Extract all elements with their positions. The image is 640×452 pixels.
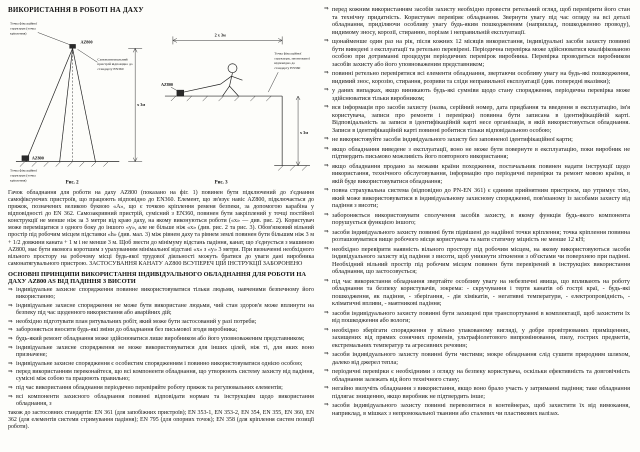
list-item: ⇒ якщо обладнання продано за межами країни походження, постачальник повинен надати інструкції щодо використання, технічного обслуговування, інформацію про періодичні перевірки та ремонт мовою країни, в якій буде використовуватися обладнання; <box>324 163 630 186</box>
fig2-device-note: Самонатягувальний <box>97 57 128 62</box>
list-item: ⇒ індивідуальне захисне спорядження не може використовуватися для інших цілей, ніж ті, для яких воно призначене; <box>8 345 314 359</box>
list-item: ⇒ під час використання обладнання періодично перевіряйте роботу пряжок та регулювальних елементів; <box>8 385 314 392</box>
list-item: ⇒ під час використання обладнання звертайте особливу увагу на небезпечні явища, що впливають на роботу обладнання та безпеку користувачів, зокрема: - скручування і тертя канатів об гострі краї, - будь-які пошкодження, як падіння, - зберігання, - дія хімікатів, - негативні температури, - електропровідність, - кліматичні впливи, - маятникові падіння; <box>324 278 630 308</box>
fig2-bottom-label: структури (точка <box>9 173 36 178</box>
fig2-bottom-label: кріплення) <box>9 178 27 183</box>
list-item: ⇒ перед використанням переконайтеся, що всі компоненти обладнання, що утворюють систему захисту від падіння, сумісні між собою та працюють правильно; <box>8 369 314 383</box>
fig3-anchor-label: стандарту EN360 <box>274 66 301 71</box>
list-item: ⇒ перед кожним використанням засобів захисту необхідно провести ретельний огляд, щоб перевірити його стан та технічну придатність. Користувач перевіряє обладнання. Звернути увагу під час огляду на всі деталі обладнання, приділяючи особливу увагу будь-яким пошкодженням (наприклад, пошкодженню проводу), видимому зносу, корозії, стиранню, порізам і неправильній експлуатації. <box>324 6 630 36</box>
fig2-anchor-label: Точка фіксаційної <box>9 21 38 26</box>
list-item: ⇒ вся інформація про засоби захисту (назва, серійний номер, дата придбання та введення в експлуатацію, ім'я користувача, записи про ремонти і перевірки) повинна бути записана в ідентифікаційній карті. Відповідальність за записи в ідентифікаційній карті несе організація, в якій використовується обладнання. Записи в ідентифікаційній карті повинні робитися тільки відповідальною особою; <box>324 104 630 134</box>
figures-block <box>8 16 314 188</box>
section-heading: ОСНОВНІ ПРИНЦИПИ ВИКОРИСТАННЯ ІНДИВІДУАЛЬНОГО ОБЛАДНАННЯ ДЛЯ РОБОТИ НА ДАХУ AZ800 AS ВІД ПАДІННЯ З ВИСОТИ <box>8 270 306 285</box>
list-item: ⇒ засоби індивідуального захисту повинні бути підвішені до надійної точки кріплення; точка кріплення повинна розташовуватися вище робочого місця користувача та мати статичну міцність не менше 12 кН; <box>324 229 630 244</box>
fig2-anchor-point <box>70 44 76 48</box>
list-item: ⇒ негайно вилучіть обладнання з використання, якщо воно брало участь у затриманні падіння; таке обладнання підлягає знищенню, якщо виробник не підтвердить інше; <box>324 385 630 400</box>
fig3-anchor-label: структури, змонтованої <box>274 56 310 61</box>
list-item: ⇒ необхідно зберігати спорядження у вільно упакованому вигляді, у добре провітрюваних приміщеннях, захищених від прямих сонячних променів, ультрафіолетового випромінювання, пилу, гострих предметів, екстремальних температур та агресивних речовин; <box>324 327 630 350</box>
fig3-right-dimension: х 3м <box>300 129 309 135</box>
list-item: ⇒ повинні ретельно перевірятися всі елементи обладнання, звертаючи особливу увагу на будь-які пошкодження, видимий знос, корозію, стирання, розриви та сліди неправильної експлуатації (див. попередні вказівки); <box>324 70 630 85</box>
list-item: ⇒ будь-який ремонт обладнання може здійснюватися лише виробником або його уповноваженим представником; <box>8 336 314 343</box>
figure-2-caption: Рис. 2 <box>65 180 79 186</box>
list-item: ⇒ засоби індивідуального захисту повинні бути чистими; мокре обладнання слід сушити природним шляхом, далеко від джерел тепла; <box>324 351 630 366</box>
fig2-device-label: AZ800 <box>80 39 93 45</box>
list-item: ⇒ засоби індивідуального захисту повинні бути захищені при транспортуванні в комплектації, щоб захистити їх від пошкодження або вологи; <box>324 310 630 325</box>
fig2-bottom-label: Точка фіксаційної <box>9 168 38 173</box>
worker-figure <box>221 64 243 96</box>
left-column <box>8 6 314 446</box>
standards-footnote: також до застосовних стандартів: EN 361 (для запобіжних пристроїв); EN 353-1, EN 353-2, EN 354, EN 355, EN 360, EN 362 (для елементів системи стримування падіння); EN 795 (для опорних точок); EN 358 (для кріплення систем позиції роботи). <box>8 410 314 431</box>
list-item: ⇒ всі компоненти захисного обладнання повинні відповідати нормам та інструкціям щодо використання обладнання, з <box>8 394 314 408</box>
fig3-anchor-label: Точка фіксаційної <box>274 51 302 56</box>
figure-3-caption: Рис. 3 <box>214 180 228 186</box>
principles-list <box>8 287 314 408</box>
list-item: ⇒ якщо обладнання виведене з експлуатації, воно не може бути повернуте в експлуатацію, поки виробник не підтвердить письмово можливість його повторного використання; <box>324 146 630 161</box>
fig3-anchor-label: відповідно до <box>274 61 296 66</box>
list-item: ⇒ періодичні перевірки є необхідними з огляду на безпеку користувача, оскільки ефективність та довговічність обладнання залежать від його технічного стану; <box>324 368 630 383</box>
fig2-anchor-label: структури (точка <box>9 26 36 31</box>
list-item: ⇒ повна страхувальна система (відповідно до PN-EN 361) є єдиним прийнятним пристроєм, що утримує тіло, який може використовуватися в індивідуальному захисному спорядженні, пов'язаному із засобами захисту від падіння з висоти; <box>324 187 630 210</box>
fig2-anchor-label: кріплення) <box>9 31 27 36</box>
fig3-device-label: AZ800 <box>161 82 174 88</box>
usage-rules-list <box>324 6 630 417</box>
fig2-device-note: стандарту EN360 <box>97 67 124 72</box>
fig2-base-anchor <box>22 156 29 161</box>
list-item: ⇒ щонайменше один раз на рік, після кожних 12 місяців використання, індивідуальні засоби захисту повинні бути виведені з експлуатації та ретельно перевірені. Періодична перевірка може здійснюватися кваліфікованою особою при дотриманні процедури періодичних перевірок виробника. Перевірка проводиться виробником засобів захисту або його уповноваженим представником; <box>324 38 630 68</box>
list-item: ⇒ індивідуальне захисне спорядження повинне використовуватися тільки людьми, навченими безпечному його використанню; <box>8 287 314 301</box>
figure-3-worker-on-roof <box>157 16 314 188</box>
right-column <box>324 6 630 446</box>
list-item: ⇒ необхідно перевірити наявність вільного простору під робочим місцем, на якому використовуються засоби індивідуального захисту від падіння з висоти, щоб уникнути зіткнення з об'єктами чи поверхнею при падінні. Необхідний вільний простір під робочим місцем повинен бути перевірений в інструкціях використання обладнання, що застосовується; <box>324 246 630 276</box>
fig2-vertical-dimension: х 3м <box>137 101 146 107</box>
page-title: ВИКОРИСТАННЯ В РОБОТІ НА ДАХУ <box>8 6 144 14</box>
fig3-top-dimension: 2 х 3м <box>214 32 226 38</box>
fig2-device-note: пристрій відповідно до <box>97 62 133 67</box>
list-item: ⇒ засоби індивідуального захисту повинні перевозитися в контейнерах, щоб захистити їх від вимокання, наприклад, в мішках з непромокальної тканини або сталевих чи пластикових валізах. <box>324 402 630 417</box>
figure-2-roof-elevation <box>8 16 153 188</box>
intro-paragraph: Гачок обладнання для роботи на даху AZ800 (показано на фіг. 1) повинен бути підключений до з'єднання самофіксуючих пристроїв, що працюють відповідно до EN360. Елемент, що зв'язує навіс AZ800, підключається до пряжок, позначених великою буквою «А», що є точкою кріплення ременя безпеки, за допомогою карабіна у відповідності до EN 362. Самозакривний пристрій, сумісний з EN360, повинен бути закріплений у точці постійної конструкції не менше ніж за 3 метри від краю даху, на якому виконуються роботи («х» — див. рис. 2). Користувач може переміщатися з одного боку до іншого «у», але не більше ніж «х» (див. рис. 2 та рис. 3). Обов'язковий вільний простір під робочим місцем підставки «h» (див. мал. 3) між рівнем даху та рівнем землі повинен бути більшим ніж 3 м + 1/2 довжини каната + 1 м і не менше 3 м. Щоб звести до мінімуму відстань падіння, канат, що з'єднується з машиною AZ800, має бути якомога коротшим з урахуванням мінімальної відстані «х» з «у» 3 метри. При визначенні необхідного вільного простору на робочому місці будь-якої трудової діяльності можуть братися до уваги дані виробника самонатягувального пристрою. ЗАСТОСУВАННЯ КАНАТУ AZ800 ВСУПЕРЕЧ ЦІЙ ІНСТРУКЦІЇ ЗАБОРОНЕНО <box>8 190 314 267</box>
list-item: ⇒ індивідуальне захисне спорядження не може бути використане людьми, чий стан здоров'я може вплинути на безпеку під час щоденного використання або аварійних дій; <box>8 303 314 317</box>
list-item: ⇒ індивідуальне захисне спорядження є особистим спорядженням і повинно використовуватися однією особою; <box>8 361 314 368</box>
list-item: ⇒ не використовуйте засоби індивідуального захисту без заповненої ідентифікаційної карти; <box>324 136 630 144</box>
list-item: ⇒ забороняється вносити будь-які зміни до обладнання без письмової згоди виробника; <box>8 327 314 334</box>
list-item: ⇒ забороняється використовувати сполучення засобів захисту, в якому функція будь-якого компонента порушується функцією іншого; <box>324 212 630 227</box>
fig2-device-label-bottom: AZ800 <box>31 155 44 161</box>
list-item: ⇒ необхідно підготувати план рятувальних робіт, який може бути застосований у разі потреби; <box>8 319 314 326</box>
list-item: ⇒ у даних випадках, якщо виникають будь-які сумніви щодо стану спорядження, періодична перевірка може здійснюватися тільки виробником; <box>324 87 630 102</box>
